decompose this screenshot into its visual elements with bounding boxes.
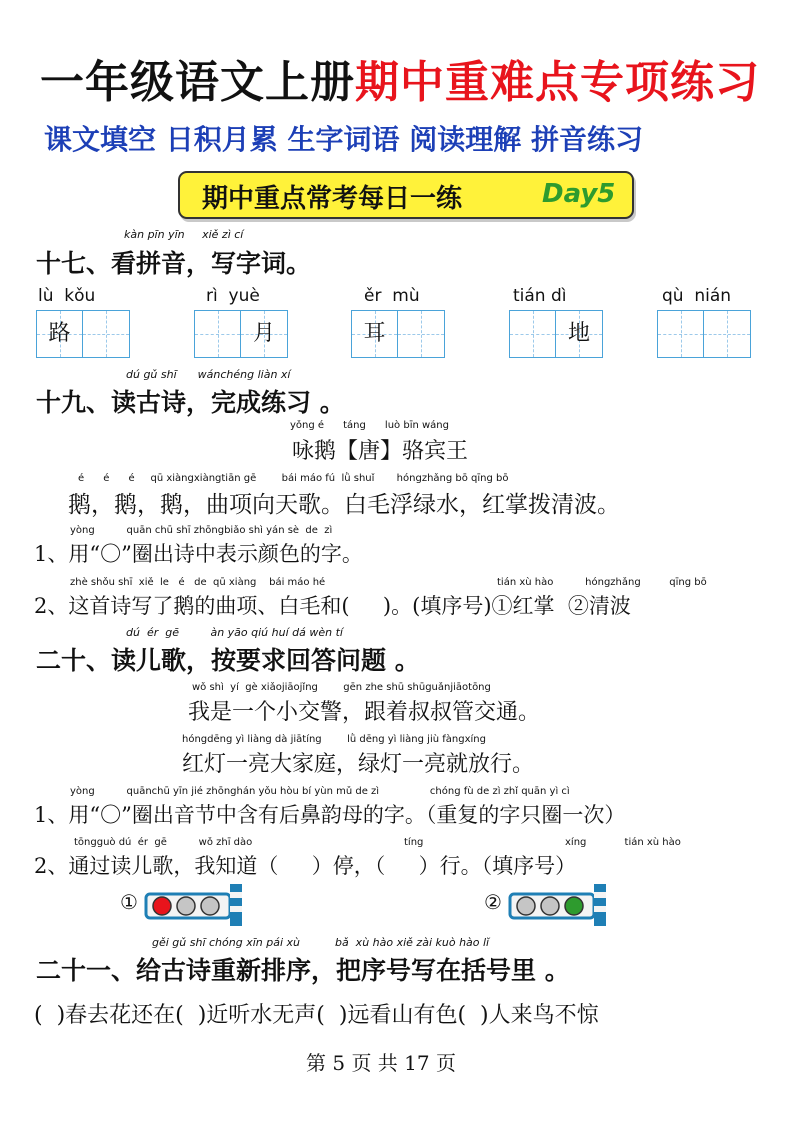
- s20-q1: 1、用“〇”圈出音节中含有后鼻韵母的字。（重复的字只圈一次）: [34, 803, 626, 827]
- tianzige-cell[interactable]: [241, 311, 287, 357]
- word-pinyin: rì yuè: [206, 286, 260, 306]
- cell-char: 耳: [363, 321, 386, 346]
- s19-q2: 2、这首诗写了鹅的曲项、白毛和( )。(填序号)①红掌 ②清波: [34, 594, 631, 618]
- s20-title: 二十、读儿歌，按要求回答问题 。: [36, 646, 420, 675]
- page-title: [40, 46, 760, 110]
- title-black: 一年级语文上册: [40, 57, 355, 108]
- banner-text: 期中重点常考每日一练: [202, 184, 463, 214]
- tianzige-cell[interactable]: [195, 311, 241, 357]
- s20-q2: 2、通过读儿歌，我知道（ ）停，（ ）行。（填序号）: [34, 854, 577, 878]
- light2-label: ②: [484, 890, 502, 914]
- tianzige-box[interactable]: [351, 310, 445, 358]
- poem-line: 鹅，鹅，鹅，曲项向天歌。白毛浮绿水，红掌拨清波。: [68, 492, 620, 518]
- s21-pinyin: gěi gǔ shī chóng xīn pái xù bǎ xù hào xiě zài kuò hào lǐ: [152, 936, 490, 949]
- s19-pinyin: dú gǔ shī wánchéng liàn xí: [126, 368, 291, 381]
- tianzige-box[interactable]: [509, 310, 603, 358]
- tianzige-cell[interactable]: [352, 311, 398, 357]
- s20-q1-pinyin: yòng quānchū yīn jié zhōnghán yǒu hòu bí yùn mǔ de zì chóng fù de zì zhǐ quān yì cì: [70, 786, 570, 797]
- poem-title: 咏鹅【唐】骆宾王: [292, 439, 469, 464]
- s19-q2-pinyin-right: tián xù hào hóngzhǎng qīng bō: [497, 577, 707, 588]
- tianzige-cell[interactable]: [37, 311, 83, 357]
- page-subtitle: 课文填空 日积月累 生字词语 阅读理解 拼音练习: [44, 123, 643, 156]
- s17-pinyin: kàn pīn yīn xiě zì cí: [124, 228, 244, 241]
- tianzige-cell[interactable]: [658, 311, 704, 357]
- s17-title: 十七、看拼音，写字词。: [36, 249, 312, 278]
- page-footer: 第 5 页 共 17 页: [306, 1051, 456, 1075]
- s21-title: 二十一、给古诗重新排序，把序号写在括号里 。: [36, 956, 570, 985]
- s20-q2-pinyin-right: xíng tián xù hào: [565, 837, 681, 848]
- tianzige-box[interactable]: [194, 310, 288, 358]
- s19-q1-pinyin: yòng quān chū shī zhōngbiǎo shì yán sè de zì: [70, 525, 333, 536]
- traffic-light-icon: [484, 882, 612, 926]
- tianzige-cell[interactable]: [556, 311, 602, 357]
- s20-l2: 红灯一亮大家庭，绿灯一亮就放行。: [182, 752, 535, 777]
- s21-line: ( )春去花还在( )近听水无声( )远看山有色( )人来鸟不惊: [34, 1003, 599, 1028]
- word-pinyin: ěr mù: [364, 286, 420, 306]
- tianzige-cell[interactable]: [83, 311, 129, 357]
- s19-title: 十九、读古诗，完成练习 。: [36, 388, 345, 417]
- tianzige-cell[interactable]: [510, 311, 556, 357]
- daily-banner: [178, 171, 634, 219]
- tianzige-cell[interactable]: [704, 311, 750, 357]
- s20-pinyin: dú ér gē àn yāo qiú huí dá wèn tí: [126, 626, 343, 639]
- word-pinyin: qù nián: [662, 286, 732, 306]
- tianzige-box[interactable]: [36, 310, 130, 358]
- tianzige-cell[interactable]: [398, 311, 444, 357]
- cell-char: 地: [567, 321, 590, 346]
- tianzige-box[interactable]: [657, 310, 751, 358]
- word-pinyin: lù kǒu: [38, 286, 96, 306]
- title-red: 期中重难点专项练习: [355, 57, 760, 108]
- s20-l1-pinyin: wǒ shì yí gè xiǎojiāojǐng gēn zhe shū shūguǎnjiāotōng: [192, 682, 491, 693]
- traffic-light-2: [484, 882, 612, 926]
- banner-day: Day5: [542, 179, 616, 209]
- cell-char: 月: [252, 321, 275, 346]
- traffic-light-icon: [120, 882, 248, 926]
- s20-q2-pinyin-mid: tíng: [404, 837, 424, 848]
- s20-l1: 我是一个小交警，跟着叔叔管交通。: [188, 700, 541, 725]
- poem-pinyin: é é é qū xiàngxiàngtiān gē bái máo fú lǜ shuǐ hóngzhǎng bō qīng bō: [78, 473, 509, 484]
- s20-q2-pinyin: tōngguò dú ér gē wǒ zhī dào: [74, 837, 253, 848]
- word-pinyin: tián dì: [513, 286, 567, 306]
- poem-title-pinyin: yǒng é táng luò bīn wáng: [290, 420, 449, 431]
- traffic-light-1: [120, 882, 248, 926]
- s20-l2-pinyin: hóngdēng yì liàng dà jiātíng lǜ dēng yì liàng jiù fàngxíng: [182, 734, 486, 745]
- s19-q1: 1、用“〇”圈出诗中表示颜色的字。: [34, 542, 363, 566]
- light1-label: ①: [120, 890, 138, 914]
- s19-q2-pinyin: zhè shǒu shī xiě le é de qū xiàng bái máo hé: [70, 577, 326, 588]
- cell-char: 路: [48, 321, 71, 346]
